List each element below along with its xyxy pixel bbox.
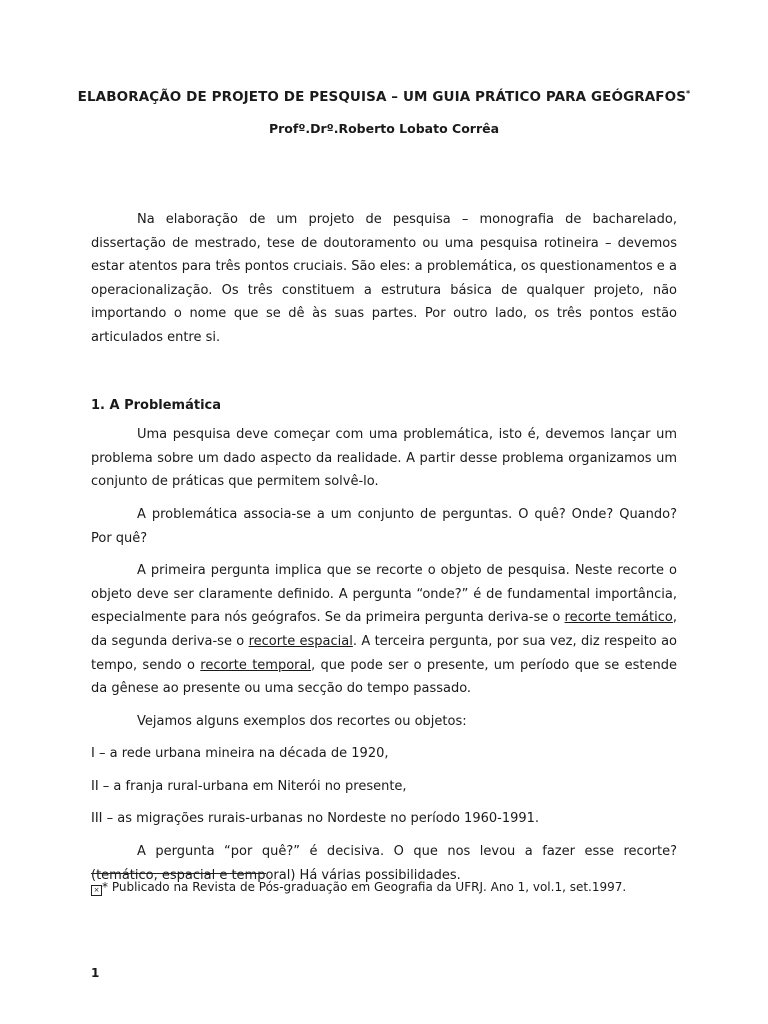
p3-text-a: A primeira pergunta implica que se recorte o objeto de pesquisa. Neste recorte o objeto deve ser claramente definido. A pergunta “onde?” é de fundamental importância, especialmente para nós geógrafos. Se da primeira pergunta deriva-se o bbox=[91, 563, 677, 626]
footnote bbox=[91, 879, 691, 896]
p3-text-d: , que pode ser o presente, um período que se estende da gênese ao presente ou uma secção do tempo passado. bbox=[91, 657, 677, 697]
footnote-text: * Publicado na Revista de Pós-graduação em Geografia da UFRJ. Ano 1, vol.1, set.1997. bbox=[102, 880, 627, 894]
p3-text-b: , da segunda deriva-se o bbox=[91, 610, 677, 649]
list-item: II – a franja rural-urbana em Niterói no presente, bbox=[91, 778, 407, 794]
list-item: I – a rede urbana mineira na década de 1920, bbox=[91, 746, 389, 762]
footnote-symbol-icon: × bbox=[91, 885, 102, 896]
document-body bbox=[91, 208, 677, 887]
document-title-text: ELABORAÇÃO DE PROJETO DE PESQUISA – UM GUIA PRÁTICO PARA GEÓGRAFOS bbox=[77, 89, 687, 105]
section-heading-problematica: 1. A Problemática bbox=[91, 397, 222, 413]
title-footnote-marker: * bbox=[686, 89, 691, 98]
list-item: III – as migrações rurais-urbanas no Nordeste no período 1960-1991. bbox=[91, 811, 540, 827]
p3-text-c: . A terceira pergunta, por sua vez, diz respeito ao tempo, sendo o bbox=[91, 633, 678, 673]
author-line: Profº.Drº.Roberto Lobato Corrêa bbox=[268, 121, 500, 136]
section1-paragraph-3 bbox=[91, 559, 677, 701]
recorte-temporal-term: recorte temporal bbox=[200, 657, 312, 673]
page-number: 1 bbox=[91, 966, 100, 980]
document-title bbox=[0, 89, 768, 105]
section1-paragraph-5: A pergunta “por quê?” é decisiva. O que nos levou a fazer esse recorte? (temático, espacial e temporal) Há várias possibilidades. bbox=[91, 844, 677, 883]
section1-paragraph-4: Vejamos alguns exemplos dos recortes ou objetos: bbox=[137, 713, 467, 729]
recorte-espacial-term: recorte espacial bbox=[248, 633, 353, 649]
section1-paragraph-2: A problemática associa-se a um conjunto de perguntas. O quê? Onde? Quando? Por quê? bbox=[91, 506, 677, 546]
intro-paragraph: Na elaboração de um projeto de pesquisa – monografia de bacharelado, dissertação de mestrado, tese de doutoramento ou uma pesquisa rotineira – devemos estar atentos para três pontos cruciais. São eles: a problemática, os questionamentos e a operacionalização. Os três constituem a estrutura básica de qualquer projeto, não importando o nome que se dê às suas partes. Por outro lado, os três pontos estão articulados entre si. bbox=[91, 212, 677, 345]
section1-paragraph-1: Uma pesquisa deve começar com uma problemática, isto é, devemos lançar um problema sobre um dado aspecto da realidade. A partir desse problema organizamos um conjunto de práticas que permitem solvê-lo. bbox=[91, 427, 677, 490]
footnote-divider bbox=[91, 873, 266, 874]
recorte-tematico-term: recorte temático bbox=[564, 610, 673, 626]
